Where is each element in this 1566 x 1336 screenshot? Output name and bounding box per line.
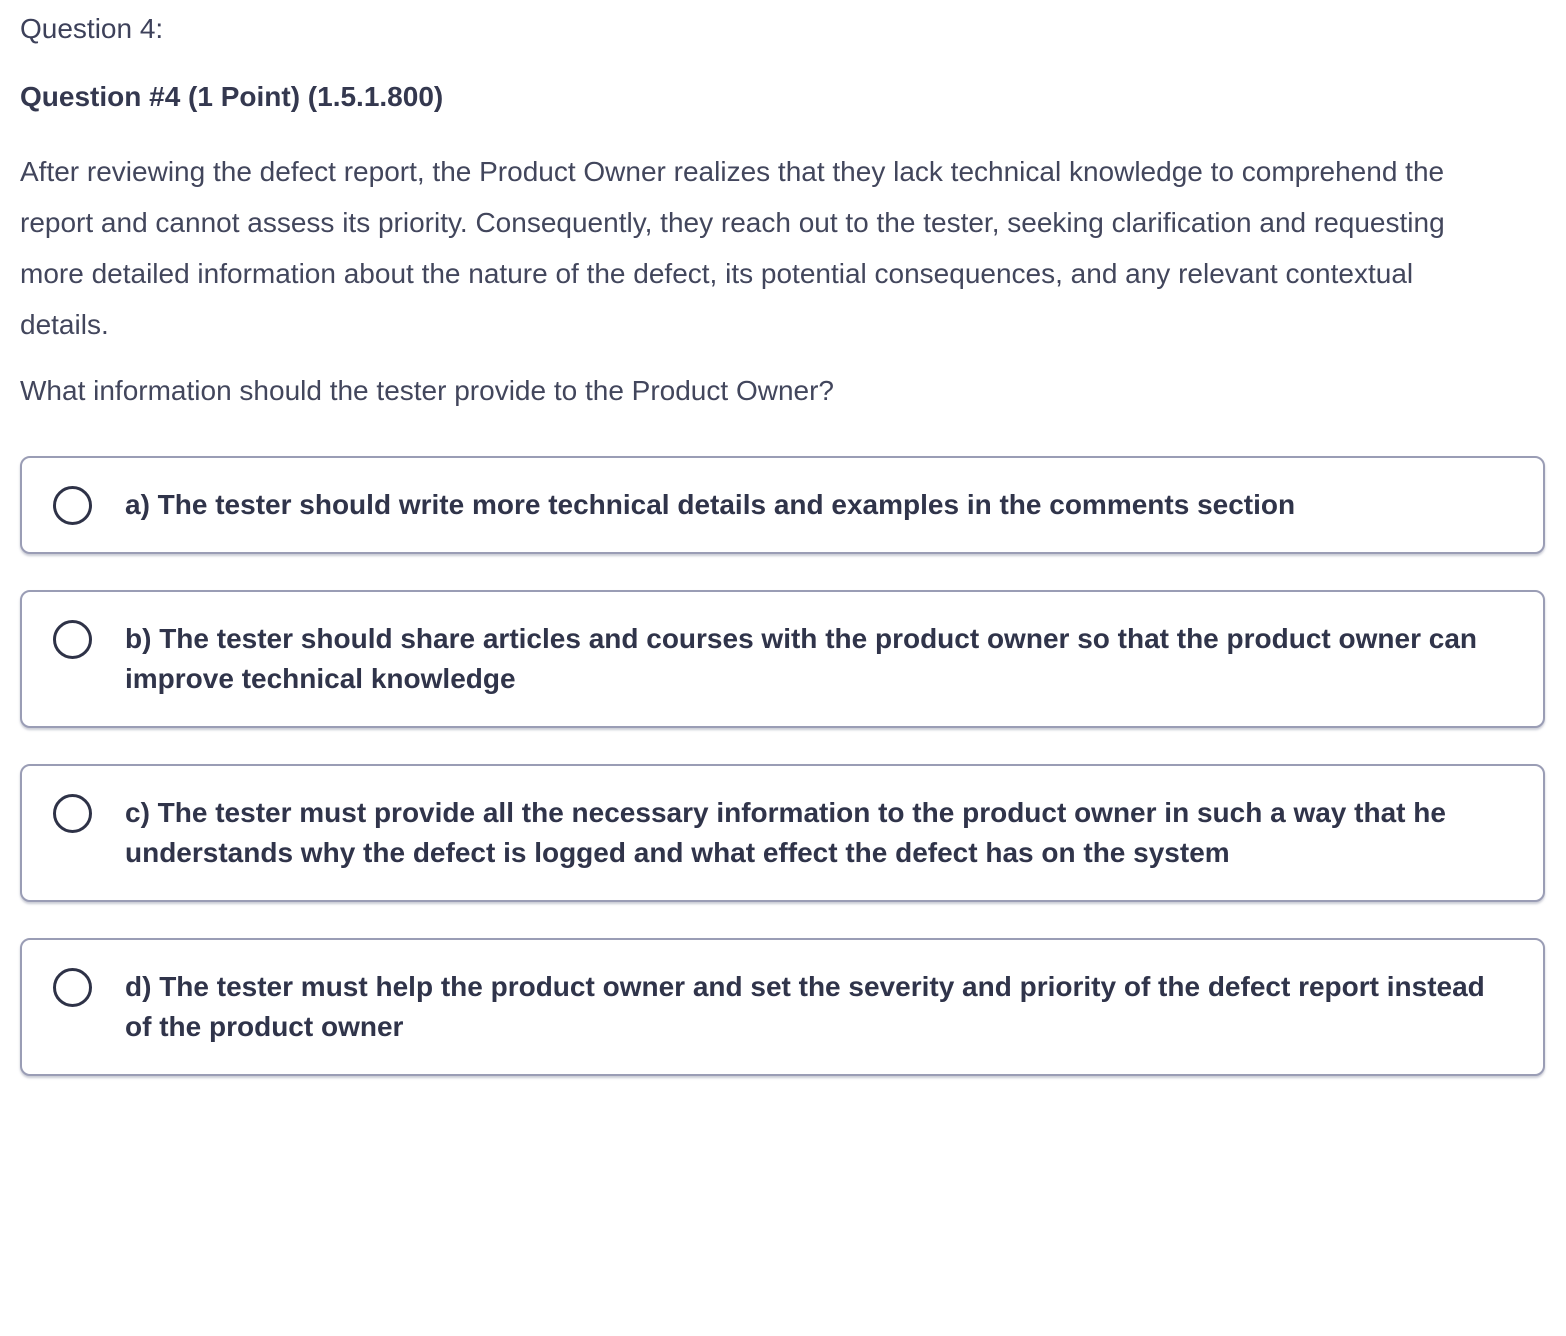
answer-option-d[interactable] [20, 938, 1545, 1076]
answer-option-b[interactable] [20, 590, 1545, 728]
radio-button-option-a[interactable] [53, 486, 92, 525]
question-prompt: What information should the tester provide to the Product Owner? [20, 374, 834, 406]
answer-option-d-label: d) The tester must help the product owner and set the severity and priority of the defect report instead of the product owner [125, 970, 1485, 1042]
radio-button-option-d[interactable] [53, 968, 92, 1007]
answer-option-a[interactable] [20, 456, 1545, 554]
question-title: Question #4 (1 Point) (1.5.1.800) [20, 80, 444, 112]
answer-option-c[interactable] [20, 764, 1545, 902]
radio-button-option-c[interactable] [53, 794, 92, 833]
radio-button-option-b[interactable] [53, 620, 92, 659]
question-body-text: After reviewing the defect report, the Product Owner realizes that they lack technical knowledge to comprehend the report and cannot assess its priority. Consequently, they reach out to the tester, seeking clarification and requesting more detailed information about the nature of the defect, its potential consequences, and any relevant contextual details. [20, 155, 1445, 340]
answer-option-c-label: c) The tester must provide all the necessary information to the product owner in such a way that he understands why the defect is logged and what effect the defect has on the system [125, 796, 1446, 868]
answer-options-list [20, 456, 1545, 1076]
question-number-heading: Question 4: [20, 13, 164, 44]
answer-option-a-label: a) The tester should write more technical details and examples in the comments section [125, 488, 1296, 520]
answer-option-b-label: b) The tester should share articles and courses with the product owner so that the product owner can improve technical knowledge [125, 622, 1477, 694]
